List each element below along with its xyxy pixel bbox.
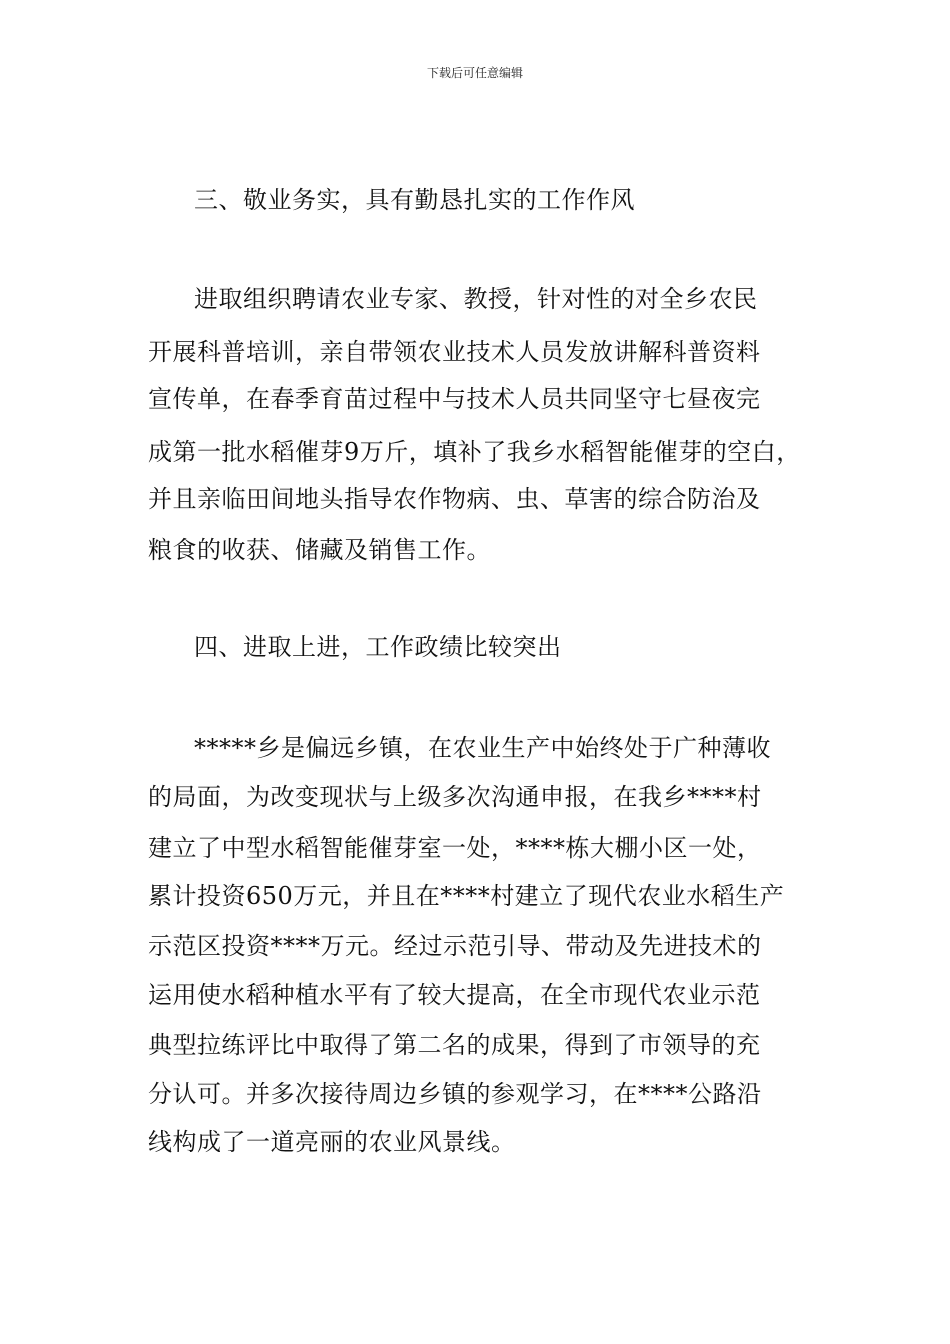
page-header-note: 下载后可任意编辑 — [426, 66, 523, 80]
section-4-line-5: 示范区投资****万元。经过示范引导、带动及先进技术的 — [148, 932, 762, 960]
section-3-line-6: 粮食的收获、储藏及销售工作。 — [148, 536, 491, 564]
section-4-line-6: 运用使水稻种植水平有了较大提高，在全市现代农业示范 — [148, 981, 761, 1009]
section-4-line-8: 分认可。并多次接待周边乡镇的参观学习，在****公路沿 — [148, 1080, 762, 1108]
section-4-line-4: 累计投资650万元，并且在****村建立了现代农业水稻生产 — [148, 882, 785, 910]
section-4-line-3: 建立了中型水稻智能催芽室一处，****栋大棚小区一处， — [148, 834, 762, 862]
section-3-line-3: 宣传单，在春季育苗过程中与技术人员共同坚守七昼夜完 — [148, 385, 761, 413]
section-3-line-4: 成第一批水稻催芽9万斤，填补了我乡水稻智能催芽的空白， — [148, 438, 801, 466]
section-4-line-2: 的局面，为改变现状与上级多次沟通申报，在我乡****村 — [148, 783, 762, 811]
section-3-line-5: 并且亲临田间地头指导农作物病、虫、草害的综合防治及 — [148, 485, 761, 513]
section-4-line-1: *****乡是偏远乡镇，在农业生产中始终处于广种薄收 — [194, 734, 771, 762]
section-3-line-2: 开展科普培训，亲自带领农业技术人员发放讲解科普资料 — [148, 338, 761, 366]
section-3-line-1: 进取组织聘请农业专家、教授，针对性的对全乡农民 — [194, 285, 758, 313]
section-4-line-9: 线构成了一道亮丽的农业风景线。 — [148, 1128, 516, 1156]
section-4-line-7: 典型拉练评比中取得了第二名的成果，得到了市领导的充 — [148, 1031, 761, 1059]
section-4-heading: 四、进取上进，工作政绩比较突出 — [194, 633, 562, 661]
section-3-heading: 三、敬业务实，具有勤恳扎实的工作作风 — [194, 186, 635, 214]
